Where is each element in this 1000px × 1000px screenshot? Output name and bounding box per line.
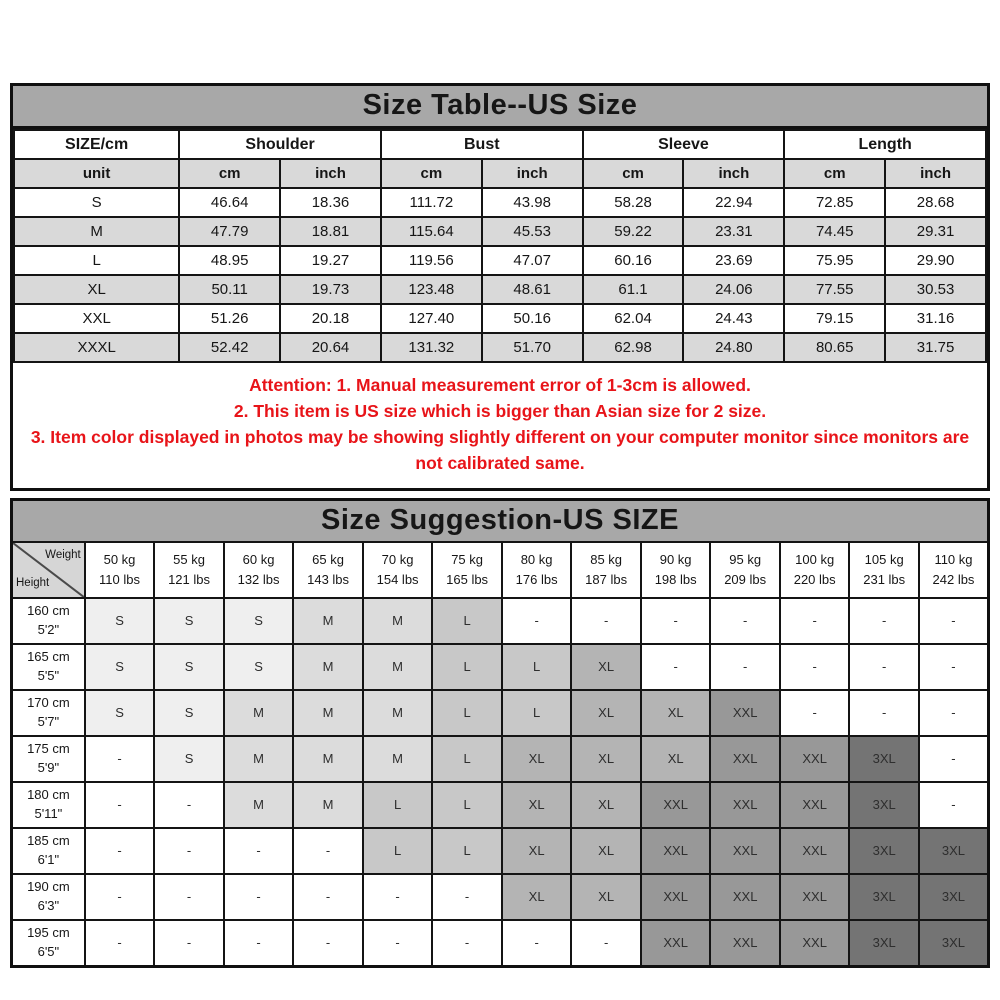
size-suggestion-cell: M [224, 690, 294, 736]
measure-value: 19.27 [280, 246, 381, 275]
size-table-head [14, 130, 986, 188]
size-suggestion-cell: 3XL [849, 828, 919, 874]
size-suggestion-cell: 3XL [849, 736, 919, 782]
measure-value: 23.31 [683, 217, 784, 246]
empty-cell: - [154, 874, 224, 920]
height-cm: 195 cm [27, 925, 70, 941]
measure-value: 28.68 [885, 188, 986, 217]
col-header-shoulder: Shoulder [179, 130, 381, 159]
size-suggestion-cell: S [154, 690, 224, 736]
weight-lbs: 165 lbs [446, 572, 489, 587]
height-cm: 185 cm [27, 833, 70, 849]
unit-cell: inch [482, 159, 583, 188]
attention-line-1: Attention: 1. Manual measurement error of 1-3cm is allowed. [249, 375, 751, 395]
weight-lbs: 209 lbs [724, 572, 767, 587]
size-suggestion-cell: 3XL [849, 874, 919, 920]
height-ft: 5'11" [34, 806, 63, 821]
weight-kg: 95 kg [729, 551, 762, 567]
size-table-title: Size Table--US Size [13, 86, 987, 129]
empty-cell: - [849, 644, 919, 690]
empty-cell: - [293, 874, 363, 920]
size-suggestion-cell: XXL [710, 782, 780, 828]
size-suggestion-cell: XL [502, 736, 572, 782]
size-suggestion-cell: L [432, 690, 502, 736]
size-suggestion-cell: L [432, 736, 502, 782]
height-cm: 175 cm [27, 741, 70, 757]
weight-lbs: 187 lbs [585, 572, 628, 587]
height-header-cell [12, 920, 85, 967]
measure-value: 31.75 [885, 333, 986, 362]
size-suggestion-cell: L [432, 598, 502, 644]
height-ft: 6'3" [37, 898, 60, 913]
size-suggestion-cell: M [224, 736, 294, 782]
size-row [14, 304, 986, 333]
size-suggestion-cell: 3XL [919, 828, 989, 874]
measure-value: 62.04 [583, 304, 684, 333]
empty-cell: - [641, 598, 711, 644]
measure-value: 23.69 [683, 246, 784, 275]
weight-kg: 65 kg [312, 551, 344, 567]
size-row [14, 188, 986, 217]
size-suggestion-cell: L [502, 644, 572, 690]
unit-cell: cm [179, 159, 280, 188]
size-table [13, 129, 987, 363]
empty-cell: - [849, 598, 919, 644]
height-row [12, 598, 989, 644]
measure-value: 18.36 [280, 188, 381, 217]
measure-value: 51.70 [482, 333, 583, 362]
measure-value: 24.06 [683, 275, 784, 304]
empty-cell: - [293, 828, 363, 874]
weight-lbs: 198 lbs [654, 572, 697, 587]
weight-kg: 105 kg [864, 551, 904, 567]
size-row [14, 275, 986, 304]
size-label: XXL [14, 304, 179, 333]
height-row [12, 690, 989, 736]
size-suggestion-cell: M [293, 736, 363, 782]
size-label: XXXL [14, 333, 179, 362]
size-suggestion-cell: XXL [780, 920, 850, 967]
weight-header-cell [85, 542, 155, 598]
height-header-cell [12, 782, 85, 828]
measure-value: 79.15 [784, 304, 885, 333]
weight-lbs: 121 lbs [168, 572, 210, 587]
attention-line-2: 2. This item is US size which is bigger than Asian size for 2 size. [233, 401, 767, 421]
weight-header-cell [363, 542, 433, 598]
empty-cell: - [710, 598, 780, 644]
weight-header-cell [571, 542, 641, 598]
size-suggestion-cell: 3XL [919, 874, 989, 920]
size-suggestion-cell: XL [502, 874, 572, 920]
empty-cell: - [432, 874, 502, 920]
empty-cell: - [85, 736, 155, 782]
empty-cell: - [293, 920, 363, 967]
size-suggestion-cell: L [432, 782, 502, 828]
empty-cell: - [571, 920, 641, 967]
weight-header-cell [780, 542, 850, 598]
size-suggestion-cell: XXL [780, 736, 850, 782]
size-suggestion-cell: L [432, 644, 502, 690]
weight-kg: 80 kg [520, 551, 553, 567]
weight-header-cell [849, 542, 919, 598]
weight-header-cell [919, 542, 989, 598]
measure-value: 74.45 [784, 217, 885, 246]
size-suggestion-cell: S [154, 736, 224, 782]
height-row [12, 920, 989, 967]
height-header-cell [12, 644, 85, 690]
height-ft: 5'2" [37, 622, 60, 637]
size-suggestion-cell: XL [571, 782, 641, 828]
col-header-sleeve: Sleeve [583, 130, 785, 159]
empty-cell: - [85, 920, 155, 967]
weight-lbs: 231 lbs [863, 572, 906, 587]
height-ft: 6'5" [37, 944, 60, 959]
empty-cell: - [502, 598, 572, 644]
size-label: S [14, 188, 179, 217]
size-row [14, 246, 986, 275]
measure-value: 52.42 [179, 333, 280, 362]
height-ft: 5'5" [37, 668, 60, 683]
size-suggestion-cell: M [363, 644, 433, 690]
measure-value: 75.95 [784, 246, 885, 275]
size-suggestion-cell: S [85, 690, 155, 736]
size-suggestion-cell: XL [571, 874, 641, 920]
corner-weight-label: Weight [45, 549, 81, 561]
size-table-group-row [14, 130, 986, 159]
size-suggestion-cell: XL [502, 828, 572, 874]
size-suggestion-cell: XXL [641, 782, 711, 828]
height-cm: 160 cm [27, 603, 70, 619]
measure-value: 119.56 [381, 246, 482, 275]
measure-value: 29.90 [885, 246, 986, 275]
size-table-unit-row [14, 159, 986, 188]
empty-cell: - [432, 920, 502, 967]
measure-value: 46.64 [179, 188, 280, 217]
size-suggestion-cell: L [502, 690, 572, 736]
unit-cell: inch [683, 159, 784, 188]
suggest-body [12, 598, 989, 967]
height-header-cell [12, 598, 85, 644]
measure-value: 43.98 [482, 188, 583, 217]
empty-cell: - [224, 920, 294, 967]
measure-value: 24.43 [683, 304, 784, 333]
size-suggestion-cell: XL [571, 690, 641, 736]
height-cm: 190 cm [27, 879, 70, 895]
size-label: M [14, 217, 179, 246]
weight-lbs: 176 lbs [515, 572, 558, 587]
size-suggestion-cell: M [363, 598, 433, 644]
unit-cell: inch [885, 159, 986, 188]
size-suggestion-cell: XXL [641, 920, 711, 967]
empty-cell: - [85, 874, 155, 920]
measure-value: 47.07 [482, 246, 583, 275]
empty-cell: - [919, 598, 989, 644]
size-suggestion-cell: L [363, 828, 433, 874]
weight-lbs: 220 lbs [793, 572, 836, 587]
col-header-bust: Bust [381, 130, 583, 159]
measure-value: 22.94 [683, 188, 784, 217]
measure-value: 123.48 [381, 275, 482, 304]
measure-value: 48.95 [179, 246, 280, 275]
attention-block [13, 363, 987, 488]
empty-cell: - [502, 920, 572, 967]
empty-cell: - [154, 782, 224, 828]
measure-value: 18.81 [280, 217, 381, 246]
empty-cell: - [780, 644, 850, 690]
size-suggestion-table [10, 541, 990, 968]
size-suggestion-cell: XXL [780, 782, 850, 828]
measure-value: 127.40 [381, 304, 482, 333]
weight-header-cell [641, 542, 711, 598]
weight-header-cell [502, 542, 572, 598]
size-row [14, 217, 986, 246]
height-ft: 5'9" [37, 760, 60, 775]
empty-cell: - [919, 644, 989, 690]
suggest-head [12, 542, 989, 598]
size-suggestion-cell: S [85, 598, 155, 644]
weight-kg: 55 kg [173, 551, 205, 567]
size-suggestion-cell: S [224, 598, 294, 644]
size-suggestion-cell: M [293, 690, 363, 736]
weight-lbs: 154 lbs [376, 572, 419, 587]
measure-value: 61.1 [583, 275, 684, 304]
weight-kg: 110 kg [934, 551, 973, 567]
height-header-cell [12, 828, 85, 874]
height-header-cell [12, 736, 85, 782]
size-suggestion-cell: 3XL [849, 782, 919, 828]
size-suggestion-cell: M [293, 644, 363, 690]
height-row [12, 782, 989, 828]
empty-cell: - [849, 690, 919, 736]
size-suggestion-title: Size Suggestion-US SIZE [13, 501, 987, 541]
size-label: L [14, 246, 179, 275]
size-suggestion-cell: S [154, 598, 224, 644]
size-suggestion-cell: M [363, 690, 433, 736]
size-suggestion-cell: S [85, 644, 155, 690]
size-suggestion-cell: M [363, 736, 433, 782]
corner-cell [12, 542, 85, 598]
size-suggestion-cell: XL [571, 828, 641, 874]
col-header-length: Length [784, 130, 986, 159]
measure-value: 80.65 [784, 333, 885, 362]
empty-cell: - [363, 920, 433, 967]
size-suggestion-cell: M [293, 782, 363, 828]
size-table-body [14, 188, 986, 362]
unit-cell: cm [381, 159, 482, 188]
size-suggestion-cell: XL [641, 736, 711, 782]
measure-value: 77.55 [784, 275, 885, 304]
empty-cell: - [85, 782, 155, 828]
size-suggestion-cell: L [432, 828, 502, 874]
measure-value: 45.53 [482, 217, 583, 246]
empty-cell: - [780, 690, 850, 736]
measure-value: 30.53 [885, 275, 986, 304]
weight-lbs: 132 lbs [237, 572, 280, 587]
empty-cell: - [919, 736, 989, 782]
height-header-cell [12, 874, 85, 920]
weight-kg: 100 kg [795, 551, 835, 567]
attention-line-3: 3. Item color displayed in photos may be showing slightly different on your computer monitor since monitors are not calibrated same. [30, 427, 970, 473]
size-suggestion-cell: S [154, 644, 224, 690]
size-suggestion-cell: XXL [710, 874, 780, 920]
weight-header-cell [224, 542, 294, 598]
size-table-panel [10, 83, 990, 491]
weight-header-row [12, 542, 989, 598]
size-suggestion-cell: 3XL [919, 920, 989, 967]
size-suggestion-section [10, 498, 990, 968]
weight-header-cell [154, 542, 224, 598]
weight-header-cell [432, 542, 502, 598]
empty-cell: - [154, 920, 224, 967]
unit-cell: inch [280, 159, 381, 188]
size-suggestion-panel [10, 498, 990, 541]
size-suggestion-cell: XL [571, 644, 641, 690]
col-header-size: SIZE/cm [14, 130, 179, 159]
measure-value: 24.80 [683, 333, 784, 362]
weight-kg: 60 kg [242, 551, 275, 567]
weight-lbs: 110 lbs [99, 572, 140, 587]
size-suggestion-cell: XL [571, 736, 641, 782]
size-suggestion-cell: M [224, 782, 294, 828]
size-suggestion-cell: XXL [710, 736, 780, 782]
size-suggestion-cell: M [293, 598, 363, 644]
measure-value: 60.16 [583, 246, 684, 275]
measure-value: 51.26 [179, 304, 280, 333]
measure-value: 59.22 [583, 217, 684, 246]
size-suggestion-cell: S [224, 644, 294, 690]
measure-value: 20.18 [280, 304, 381, 333]
empty-cell: - [780, 598, 850, 644]
weight-header-cell [710, 542, 780, 598]
measure-value: 50.11 [179, 275, 280, 304]
measure-value: 62.98 [583, 333, 684, 362]
weight-kg: 90 kg [659, 551, 692, 567]
unit-cell: cm [784, 159, 885, 188]
empty-cell: - [710, 644, 780, 690]
size-suggestion-cell: XXL [780, 874, 850, 920]
height-row [12, 644, 989, 690]
height-cm: 180 cm [27, 787, 70, 803]
measure-value: 115.64 [381, 217, 482, 246]
measure-value: 20.64 [280, 333, 381, 362]
height-header-cell [12, 690, 85, 736]
height-ft: 6'1" [37, 852, 60, 867]
height-row [12, 736, 989, 782]
unit-cell: unit [14, 159, 179, 188]
size-suggestion-cell: XL [502, 782, 572, 828]
height-ft: 5'7" [37, 714, 60, 729]
size-suggestion-cell: XXL [641, 874, 711, 920]
measure-value: 19.73 [280, 275, 381, 304]
weight-kg: 50 kg [103, 551, 136, 567]
weight-lbs: 242 lbs [932, 572, 975, 587]
measure-value: 50.16 [482, 304, 583, 333]
size-suggestion-cell: 3XL [849, 920, 919, 967]
height-cm: 165 cm [27, 649, 70, 665]
empty-cell: - [641, 644, 711, 690]
measure-value: 72.85 [784, 188, 885, 217]
size-suggestion-cell: XXL [710, 828, 780, 874]
measure-value: 131.32 [381, 333, 482, 362]
empty-cell: - [224, 828, 294, 874]
size-suggestion-cell: L [363, 782, 433, 828]
empty-cell: - [919, 690, 989, 736]
size-suggestion-cell: XXL [780, 828, 850, 874]
measure-value: 111.72 [381, 188, 482, 217]
measure-value: 31.16 [885, 304, 986, 333]
unit-cell: cm [583, 159, 684, 188]
empty-cell: - [224, 874, 294, 920]
size-row [14, 333, 986, 362]
measure-value: 29.31 [885, 217, 986, 246]
weight-kg: 85 kg [590, 551, 623, 567]
empty-cell: - [571, 598, 641, 644]
size-suggestion-cell: XXL [641, 828, 711, 874]
size-suggestion-cell: XXL [710, 920, 780, 967]
empty-cell: - [919, 782, 989, 828]
measure-value: 47.79 [179, 217, 280, 246]
empty-cell: - [154, 828, 224, 874]
weight-kg: 70 kg [381, 551, 414, 567]
size-suggestion-cell: XXL [710, 690, 780, 736]
size-label: XL [14, 275, 179, 304]
corner-height-label: Height [16, 577, 50, 590]
measure-value: 58.28 [583, 188, 684, 217]
height-cm: 170 cm [27, 695, 70, 711]
size-suggestion-cell: XL [641, 690, 711, 736]
weight-kg: 75 kg [451, 551, 483, 567]
empty-cell: - [85, 828, 155, 874]
height-row [12, 874, 989, 920]
weight-lbs: 143 lbs [307, 572, 350, 587]
measure-value: 48.61 [482, 275, 583, 304]
height-row [12, 828, 989, 874]
weight-header-cell [293, 542, 363, 598]
empty-cell: - [363, 874, 433, 920]
